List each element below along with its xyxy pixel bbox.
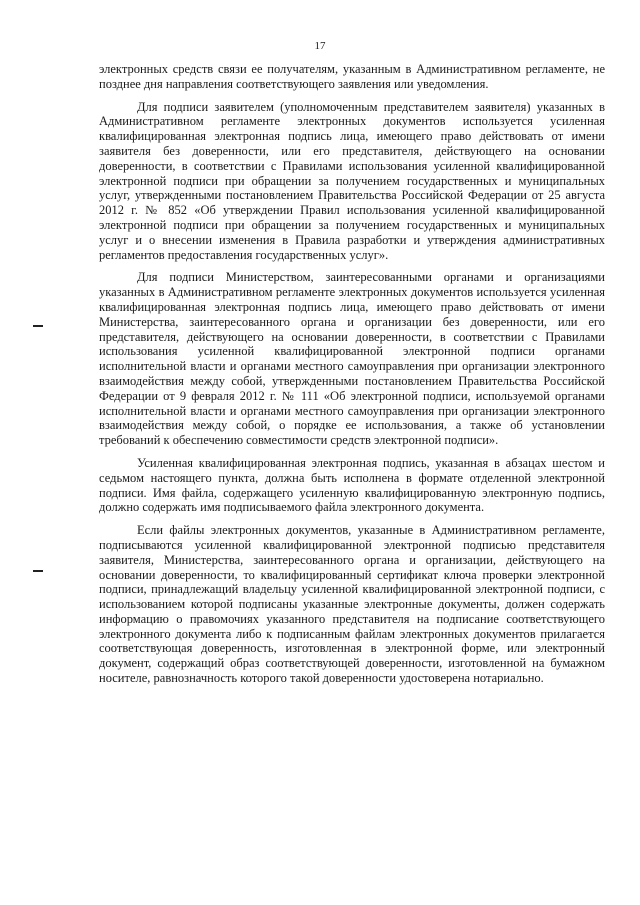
paragraph: Для подписи Министерством, заинтересованными органами и организациями указанных в Административном регламенте электронных документов используется усиленная квалифицированная электронная подпись лица, имеющего право действовать от имени Министерства, заинтересованного органа и организации без доверенности, или его представителя, действующего на основании доверенности, в соответствии с Правилами использования усиленной квалифицированной электронной подписи органами исполнительной власти и органами местного самоуправления при организации электронного взаимодействия между собой, утвержденными постановлением Правительства Российской Федерации от 9 февраля 2012 г. № 111 «Об электронной подписи, используемой органами исполнительной власти и органами местного самоуправления при организации электронного взаимодействия между собой, о порядке ее использования, а также об установлении требований к обеспечению совместимости средств электронной подписи». [99, 270, 605, 448]
paragraph: Для подписи заявителем (уполномоченным представителем заявителя) указанных в Административном регламенте электронных документов используется усиленная квалифицированная электронная подпись лица, имеющего право действовать от имени заявителя без доверенности, или его представителя, действующего на основании доверенности, в соответствии с Правилами использования усиленной квалифицированной электронной подписи при обращении за получением государственных и муниципальных услуг, утвержденными постановлением Правительства Российской Федерации от 25 августа 2012 г. № 852 «Об утверждении Правил использования усиленной квалифицированной электронной подписи при обращении за получением государственных и муниципальных услуг и о внесении изменения в Правила разработки и утверждения административных регламентов предоставления государственных услуг». [99, 99, 605, 262]
paragraph: электронных средств связи ее получателям, указанным в Административном регламенте, не позднее дня направления соответствующего заявления или уведомления. [99, 62, 605, 91]
paragraph: Если файлы электронных документов, указанные в Административном регламенте, подписываются усиленной квалифицированной электронной подписью представителя заявителя, Министерства, заинтересованного органа и организации, действующего на основании доверенности, то квалифицированный сертификат ключа проверки электронной подписи, принадлежащий владельцу усиленной квалифицированной электронной подписи, с использованием которой подписаны указанные электронные документы, должен содержать информацию о правомочиях указанного представителя на подписание соответствующего электронного документа либо к подписанным файлам электронных документов прилагается соответствующая доверенность, изготовленная в электронной форме, или электронный документ, содержащий образ соответствующей доверенности, изготовленной на бумажном носителе, равнозначность которого такой доверенности удостоверена нотариально. [99, 523, 605, 686]
paragraph: Усиленная квалифицированная электронная подпись, указанная в абзацах шестом и седьмом настоящего пункта, должна быть исполнена в формате отделенной электронной подписи. Имя файла, содержащего усиленную квалифицированную электронную подпись, должно содержать имя подписываемого файла электронного документа. [99, 455, 605, 515]
page-number: 17 [314, 40, 326, 52]
document-body [99, 62, 605, 694]
margin-mark [33, 570, 43, 572]
margin-mark [33, 325, 43, 327]
